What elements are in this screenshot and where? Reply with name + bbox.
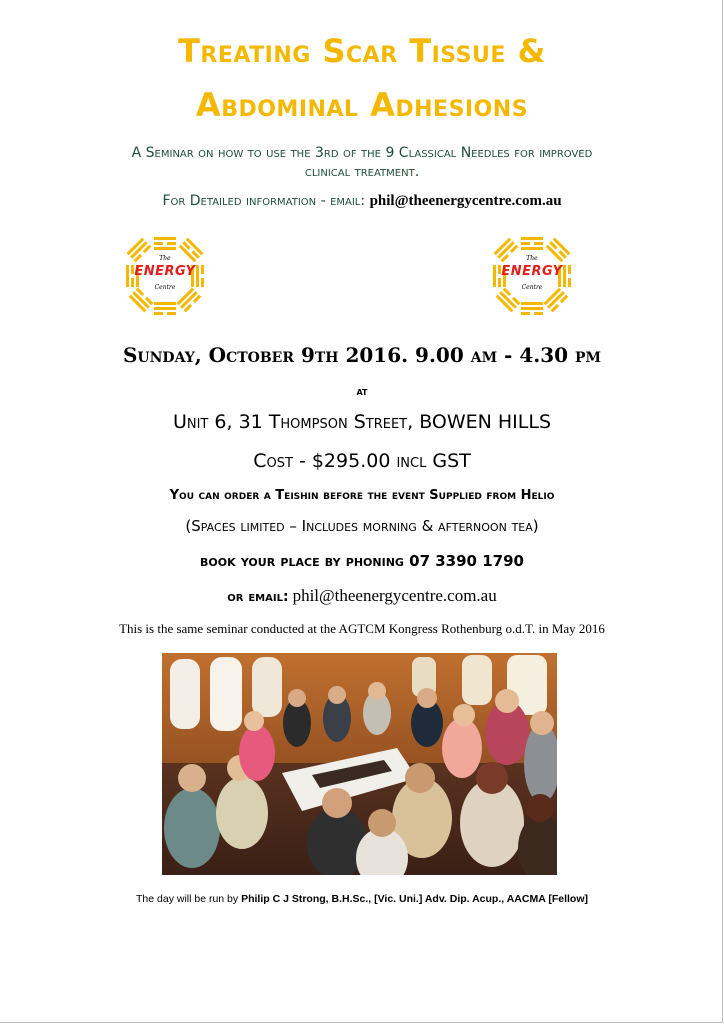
presenter-prefix: The day will be run by — [136, 893, 242, 905]
logo-text-bottom: Centre — [521, 284, 543, 291]
booking-phone: book your place by phoning 07 3390 1790 — [200, 552, 524, 570]
booking-email — [0, 586, 724, 606]
event-venue: Unit 6, 31 Thompson Street, BOWEN HILLS — [172, 411, 552, 433]
booking-email-label: or email: — [227, 589, 289, 605]
logo-text-bottom: Centre — [154, 284, 176, 291]
title-line-2: Abdominal Adhesions — [195, 86, 529, 124]
teishin-note: You can order a Teishin before the event Supplied from Helio — [169, 488, 555, 503]
energy-centre-logo-left — [120, 231, 210, 321]
info-label: For Detailed information - email: — [162, 193, 366, 209]
event-at: at — [356, 385, 368, 398]
info-email-link[interactable]: phil@theenergycentre.com.au — [369, 193, 562, 209]
logo-text-main: ENERGY — [501, 264, 563, 279]
logo-text-top: The — [526, 255, 538, 262]
booking-email-link[interactable]: phil@theenergycentre.com.au — [292, 586, 497, 605]
presenter-credit — [0, 893, 724, 905]
seminar-photo-image — [162, 653, 557, 875]
event-cost: Cost - $295.00 incl GST — [253, 450, 471, 472]
logo-text-main: ENERGY — [134, 264, 196, 279]
title-line-1: Treating Scar Tissue & — [178, 32, 546, 70]
event-date: Sunday, October 9th 2016. 9.00 am - 4.30 pm — [122, 343, 602, 367]
logo-text-top: The — [159, 255, 171, 262]
same-seminar-note: This is the same seminar conducted at the AGTCM Kongress Rothenburg o.d.T. in May 2016 — [119, 621, 605, 636]
spaces-note: (Spaces limited – Includes morning & afternoon tea) — [185, 517, 539, 535]
subtitle-line-1: A Seminar on how to use the 3rd of the 9 Classical Needles for improved — [131, 145, 593, 161]
presenter-name: Philip C J Strong, B.H.Sc., [Vic. Uni.] Adv. Dip. Acup., AACMA [Fellow] — [241, 893, 588, 905]
subtitle-line-2: clinical treatment. — [304, 164, 420, 180]
energy-centre-logo-right — [487, 231, 577, 321]
seminar-photo — [162, 653, 557, 875]
info-line — [0, 193, 724, 210]
subtitle — [0, 144, 724, 182]
